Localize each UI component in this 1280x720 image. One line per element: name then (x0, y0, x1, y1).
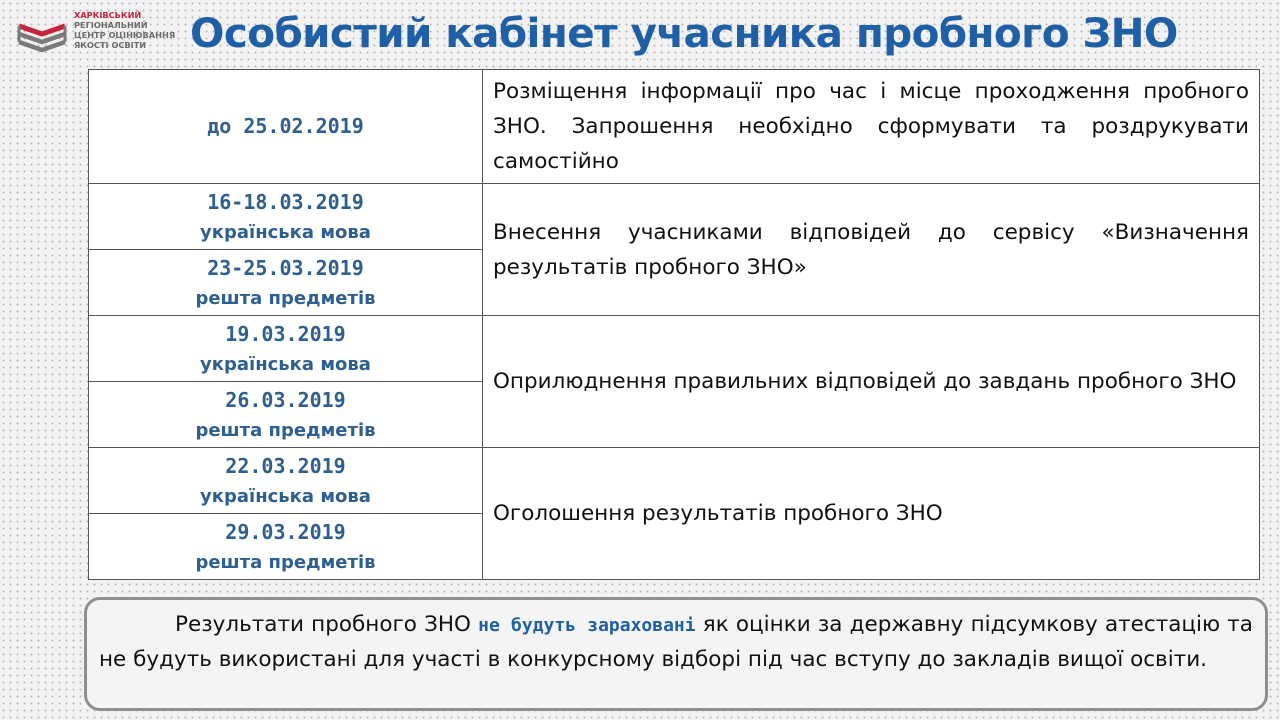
date-text: 19.03.2019 (225, 321, 346, 346)
logo (16, 8, 188, 58)
subject-text: українська мова (200, 353, 371, 375)
date-text: 29.03.2019 (225, 519, 346, 544)
subject-text: решта предметів (195, 287, 376, 309)
subject-text: решта предметів (195, 419, 376, 441)
date-text: 22.03.2019 (225, 453, 346, 478)
description-cell: Внесення учасниками відповідей до сервісу «Визначення результатів пробного ЗНО» (483, 184, 1260, 316)
note-text-end: як оцінки за державну підсумкову атестацію та не будуть використані для участі в конкурсному відборі під час вступу до закладів вищої освіти. (99, 612, 1253, 672)
logo-line-1: ХАРКІВСЬКИЙ (74, 10, 142, 20)
note-box (84, 597, 1268, 711)
schedule-table (88, 69, 1260, 580)
note-highlight: не будуть зараховані (478, 615, 696, 636)
table-row (89, 448, 1260, 514)
date-cell (89, 250, 483, 316)
description-cell: Розміщення інформації про час і місце проходження пробного ЗНО. Запрошення необхідно сформувати та роздрукувати самостійно (483, 70, 1260, 184)
open-book-logo-icon (16, 14, 68, 54)
table-row (89, 70, 1260, 184)
date-cell (89, 70, 483, 184)
date-cell (89, 382, 483, 448)
date-cell (89, 448, 483, 514)
date-text: до 25.02.2019 (207, 114, 364, 138)
page-title: Особистий кабінет учасника пробного ЗНО (190, 9, 1178, 57)
table-row (89, 316, 1260, 382)
date-text: 26.03.2019 (225, 387, 346, 412)
subject-text: українська мова (200, 485, 371, 507)
date-text: 23-25.03.2019 (207, 255, 364, 280)
description-cell: Оголошення результатів пробного ЗНО (483, 448, 1260, 580)
date-text: 16-18.03.2019 (207, 189, 364, 214)
logo-line-2: РЕГІОНАЛЬНИЙ (74, 20, 148, 30)
subject-text: решта предметів (195, 551, 376, 573)
table-row (89, 184, 1260, 250)
date-cell (89, 514, 483, 580)
logo-line-3: ЦЕНТР ОЦІНЮВАННЯ (74, 30, 176, 40)
date-cell (89, 316, 483, 382)
logo-line-4: ЯКОСТІ ОСВІТИ (74, 40, 147, 50)
description-cell: Оприлюднення правильних відповідей до завдань пробного ЗНО (483, 316, 1260, 448)
subject-text: українська мова (200, 221, 371, 243)
note-text-start: Результати пробного ЗНО (175, 612, 479, 637)
date-cell (89, 184, 483, 250)
logo-text (74, 10, 175, 50)
